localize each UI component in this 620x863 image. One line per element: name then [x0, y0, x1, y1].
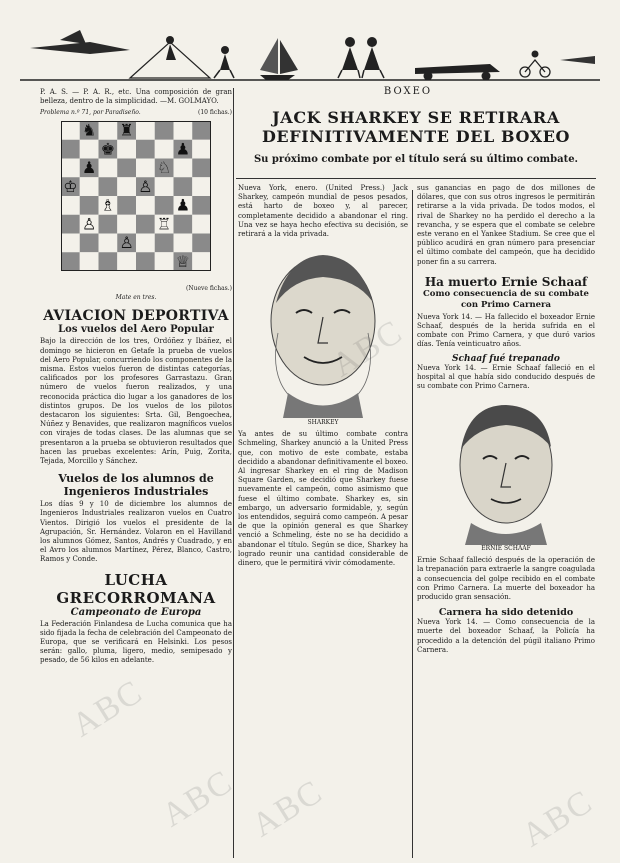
chess-square — [80, 253, 99, 272]
schaaf-heading: Ha muerto Ernie Schaaf — [424, 274, 588, 289]
chess-problem-title: Problema n.º 71, por Paradiseño. — [40, 109, 141, 117]
chess-square — [192, 215, 211, 234]
chess-square — [117, 196, 136, 215]
chess-square — [155, 121, 174, 140]
carnera-article-body: Nueva York 14. — Como consecuencia de la muerte del boxeador Schaaf, la Policía ha procedido a la detención del púgil italiano Primo Carnera. — [417, 618, 595, 654]
chess-square — [61, 215, 80, 234]
chess-square — [117, 215, 136, 234]
chess-square — [155, 253, 174, 272]
chess-piece-icon: ♕ — [175, 252, 191, 272]
chess-square — [192, 234, 211, 253]
chess-square — [61, 196, 80, 215]
aviacion-article-body: Bajo la dirección de los tres, Ordóñez y Ibáñez, el domingo se hicieron en Getafe la prueba de vuelos del Aero Popular, concurriendo los componentes de la misma. Estos vuelos fueron de distintas categorías, calificados por los profesores Garrastazu. Gran número de vuelos fueron realizados, y una reconocida práctica dio lugar a los ganadores de los distintos grupos. De los vuelos de los pilotos destacaron los siguientes: Srta. Gil, Bengoechea, Núñez y Benavides, que realizaron magníficos vuelos con virajes de todas clases. De las alumnas que se presentaron a la prueba se obtuvieron resultados que hacen las pruebas excelentes: Arín, Puig, Zorita, Tejada, Morcillo y Sánchez. — [40, 337, 232, 466]
chess-piece-icon: ♖ — [156, 214, 172, 234]
chess-board-caption-right: (Nueve fichas.) — [186, 285, 232, 293]
chess-square — [155, 196, 174, 215]
chess-piece-icon: ♚ — [100, 139, 116, 159]
chess-square — [99, 121, 118, 140]
vuelos-heading: Vuelos de los alumnos de Ingenieros Industriales — [58, 472, 214, 499]
chess-square — [192, 196, 211, 215]
sharkey-article-body: Ya antes de su último combate contra Schmeling, Sharkey anunció a la United Press que, con motivo de este combate, estaba decidido a abandonar definitivamente el boxeo. Al ingresar Sharkey en el ring de Madison Square Garden, se decidió que Sharkey fuese nuevamente el campeón, como asimismo que fuese el último combate. Sharkey es, sin embargo, un adversario formidable, y, según los entendidos, seguirá como campeón. A pesar de que la opinión general es que Sharkey venció a Schmeling, éste no se ha decidido a abandonar el título. Según se dice, Sharkey ha logrado reunir una cantidad considerable de dinero, que le permitirá vivir cómodamente. — [238, 430, 408, 568]
chess-square — [99, 215, 118, 234]
column-rule-left — [233, 88, 234, 858]
chess-board-caption: Mate en tres. — [115, 294, 157, 302]
chess-square — [117, 253, 136, 272]
chess-square — [99, 178, 118, 197]
chess-square — [117, 178, 136, 197]
chess-piece-icon: ♜ — [119, 121, 134, 141]
chess-square — [80, 234, 99, 253]
carnera-heading: Carnera ha sido detenido — [438, 607, 574, 619]
trepanado-heading: Schaaf fué trepanado — [452, 353, 560, 364]
chess-square — [136, 234, 155, 253]
chess-square — [192, 140, 211, 159]
chess-intro-text: P. A. S. — P. A. R., etc. Una composición de gran belleza, dentro de la simplicidad. —M. GOLMAYO. — [40, 88, 232, 106]
lucha-heading: LUCHA GRECORROMANA — [56, 570, 216, 607]
schaaf-subheading: Como consecuencia de su combate con Primo Carnera — [423, 288, 589, 310]
chess-problem-pieces: (10 fichas.) — [197, 109, 232, 117]
chess-piece-icon: ♟ — [175, 196, 191, 216]
chess-piece-icon: ♙ — [119, 233, 134, 253]
chess-square — [174, 159, 193, 178]
chess-square — [192, 178, 211, 197]
section-label: BOXEO — [383, 86, 433, 97]
chess-square — [61, 159, 80, 178]
chess-square — [192, 253, 211, 272]
chess-piece-icon: ♗ — [100, 196, 116, 216]
lucha-article-body: La Federación Finlandesa de Lucha comunica que ha sido fijada la fecha de celebración del Campeonato de Europa, que se verificará en Helsinki. Los pesos serán: gallo, pluma, ligero, medio, semipesado y pesado, de 56 kilos en adelante. — [40, 619, 232, 665]
sharkey-portrait-caption: SHARKEY — [307, 419, 339, 427]
chess-square — [155, 140, 174, 159]
chess-piece-icon: ♙ — [138, 177, 153, 197]
chess-square — [174, 178, 193, 197]
schaaf-portrait — [431, 395, 581, 545]
chess-square — [80, 140, 99, 159]
chess-square — [136, 121, 155, 140]
chess-square — [174, 121, 193, 140]
chess-square — [174, 215, 193, 234]
abc-watermark: ABC — [155, 762, 240, 835]
column-rule-right — [412, 190, 413, 858]
chess-square — [117, 140, 136, 159]
chess-square — [99, 253, 118, 272]
chess-square — [136, 140, 155, 159]
sharkey-article-continued: sus ganancias en pago de dos millones de dólares, que con sus otros ingresos le permitirán retirarse a la vida privada. De todos modos, el rival de Sharkey no ha perdido el derecho a la revancha, y se espera que el combate se celebre este verano en el Yankee Stadium. Se cree que el público acudirá en gran número para presenciar el último combate del campeón, que ha decidido poner fin a su carrera. — [417, 184, 595, 266]
abc-watermark: ABC — [515, 782, 600, 855]
chess-square — [61, 234, 80, 253]
right-column — [417, 184, 595, 858]
abc-watermark: ABC — [245, 772, 330, 845]
chess-piece-icon: ♟ — [81, 158, 97, 178]
sports-banner-illustration — [20, 20, 600, 86]
vuelos-article-body: Los días 9 y 10 de diciembre los alumnos de Ingenieros Industriales realizaron vuelos en Cuatro Vientos. Dirigió los vuelos el presidente de la Agrupación, Sr. Hernández. Volaron en el Havilland los alumnos Gómez, Santos, Andrés y Cuadrado, y en el Avro los alumnos Martínez, Pérez, Blanco, Castro, Ramos y Conde. — [40, 500, 232, 564]
schaaf-follow-body: Ernie Schaaf falleció después de la operación de la trepanación para extraerle la sangre coagulada a consecuencia del golpe recibido en el combate con Primo Carnera. La muerte del boxeador ha producido gran sensación. — [417, 556, 595, 602]
chess-piece-icon: ♞ — [81, 121, 97, 141]
chess-piece-icon: ♔ — [63, 177, 78, 197]
abc-watermark: ABC — [325, 312, 410, 385]
chess-square — [136, 196, 155, 215]
chess-square — [155, 178, 174, 197]
middle-column — [238, 184, 408, 858]
chess-square — [192, 159, 211, 178]
chess-square — [61, 140, 80, 159]
aviacion-subheading: Los vuelos del Aero Popular — [58, 324, 214, 336]
abc-watermark: ABC — [65, 672, 150, 745]
chess-square — [61, 253, 80, 272]
chess-square — [117, 159, 136, 178]
aviacion-heading: AVIACION DEPORTIVA — [43, 308, 229, 325]
main-subheadline: Su próximo combate por el título será su último combate. — [253, 154, 579, 165]
chess-square — [99, 159, 118, 178]
headline-rule — [236, 178, 596, 179]
chess-square — [80, 196, 99, 215]
chess-piece-icon: ♙ — [81, 214, 97, 234]
chess-square — [61, 121, 80, 140]
chess-square — [136, 253, 155, 272]
chess-square — [99, 234, 118, 253]
lucha-subheading: Campeonato de Europa — [70, 606, 202, 618]
chess-square — [136, 159, 155, 178]
chess-square — [136, 215, 155, 234]
left-column — [40, 88, 232, 863]
chess-board-diagram — [61, 121, 211, 271]
chess-piece-icon: ♟ — [175, 139, 191, 159]
sharkey-article-lead: Nueva York, enero. (United Press.) Jack Sharkey, campeón mundial de pesos pesados, está harto de boxeo y, al parecer, completamente decidido a abandonar el ring. Una vez se haya hecho efectiva su decisión, se retirará a la vida privada. — [238, 184, 408, 239]
trepanado-article-body: Nueva York 14. — Ernie Schaaf falleció en el hospital al que había sido conducido después de su combate con Primo Carnera. — [417, 363, 595, 391]
schaaf-portrait-caption: ERNIE SCHAAF — [481, 545, 531, 553]
main-headline: JACK SHARKEY SE RETIRARA DEFINITIVAMENTE DEL BOXEO — [261, 108, 571, 146]
chess-square — [155, 234, 174, 253]
schaaf-article-body: Nueva York 14. — Ha fallecido el boxeador Ernie Schaaf, después de la herida sufrida en el combate con Primo Carnera, y que duró varios días. Tenía veinticuatro años. — [417, 312, 595, 349]
chess-piece-icon: ♘ — [156, 158, 172, 178]
chess-square — [192, 121, 211, 140]
chess-square — [80, 178, 99, 197]
chess-square — [174, 234, 193, 253]
